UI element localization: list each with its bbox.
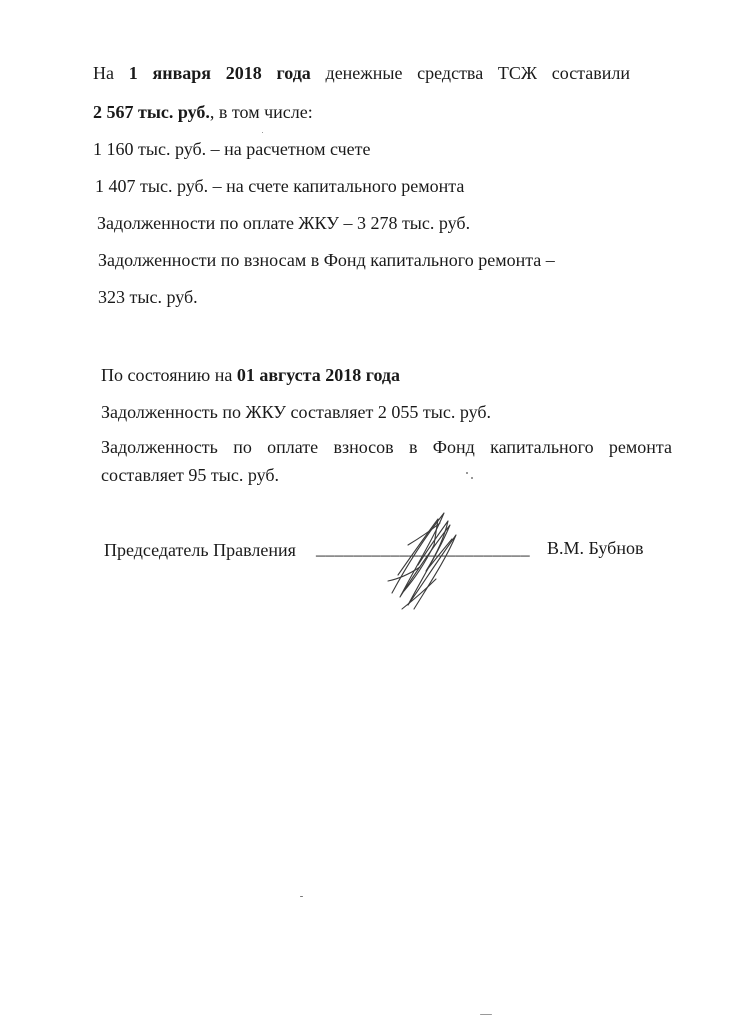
debt-utilities: Задолженность по ЖКУ составляет 2 055 тыс. руб. [101,402,492,422]
section2-prefix: По состоянию на [101,365,233,385]
section2-date: 01 августа 2018 года [236,365,401,385]
total-amount: 2 567 тыс. руб. [93,102,210,122]
debt-fund-line2: составляет 95 тыс. руб. [101,465,280,485]
signature-title: Председатель Правления [104,540,296,560]
intro-date: 1 января 2018 года [128,63,311,83]
item-fund-debt-amount: 323 тыс. руб. [98,287,198,307]
signature-blank: _______________________ [316,538,530,558]
item-utilities-debt: Задолженности по оплате ЖКУ – 3 278 тыс. руб. [97,213,471,233]
scan-speck [466,472,468,474]
signature-name: В.М. Бубнов [547,538,644,558]
item-fund-debt: Задолженности по взносам в Фонд капитального ремонта – [98,250,555,270]
section2-header [101,364,400,386]
total-line [93,101,313,123]
total-suffix: , в том числе: [209,102,313,122]
item-capital-repair-account: 1 407 тыс. руб. – на счете капитального ремонта [95,176,465,196]
handwritten-signature [378,505,468,615]
scan-speck [480,1014,492,1015]
item-settlement-account: 1 160 тыс. руб. – на расчетном счете [93,139,371,159]
intro-prefix: На [93,63,114,83]
debt-fund-line1: Задолженность по оплате взносов в Фонд капитального ремонта [101,437,672,457]
scan-speck [300,896,303,897]
intro-suffix: денежные средства ТСЖ составили [325,63,631,83]
intro-line [93,62,630,84]
scan-speck [471,477,473,479]
scan-speck [262,132,263,133]
